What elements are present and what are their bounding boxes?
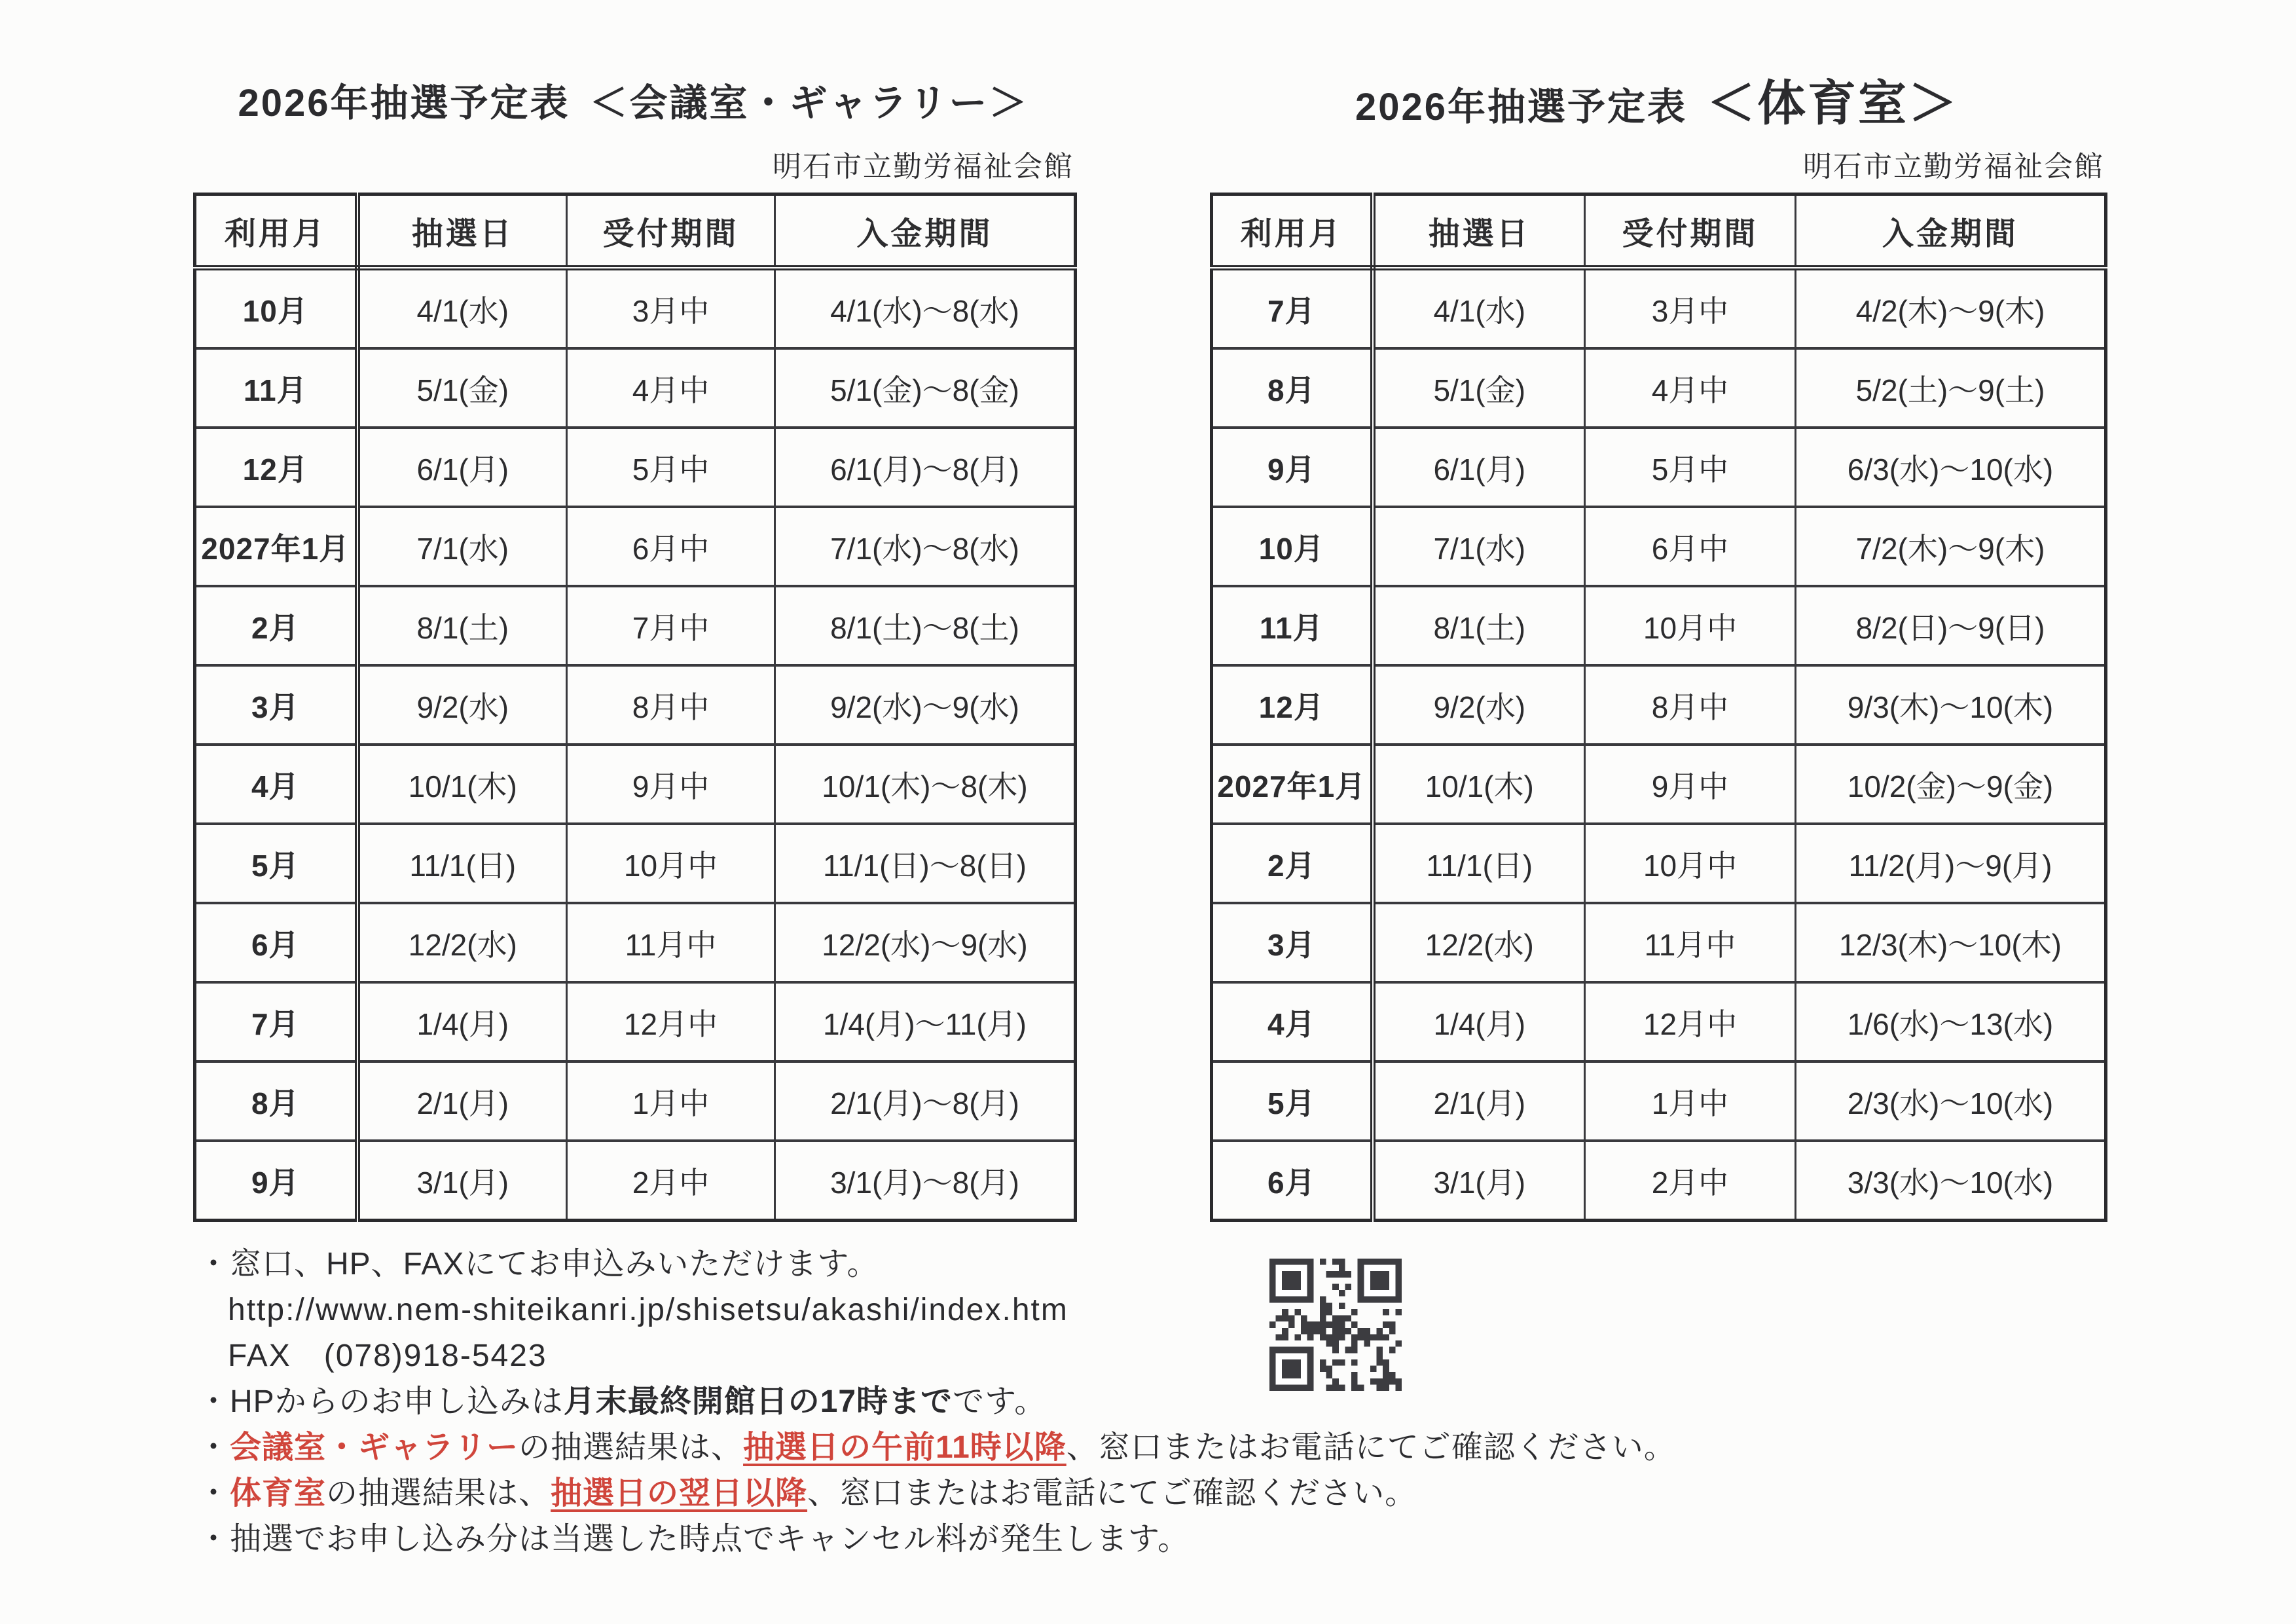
header-row	[195, 194, 1076, 268]
cell-reception-period: 6月中	[567, 507, 775, 586]
cell-lottery-date: 1/4(月)	[1373, 982, 1585, 1061]
cell-usage-month: 10月	[195, 268, 357, 348]
title-prefix: 2026年抽選予定表	[1355, 86, 1688, 128]
schedule-table-gym	[1210, 193, 2107, 1222]
table-row	[195, 745, 1076, 824]
cell-usage-month: 9月	[1212, 428, 1373, 507]
cell-payment-period: 11/1(日)～8(日)	[775, 824, 1076, 903]
table-row	[195, 903, 1076, 982]
cell-reception-period: 4月中	[1585, 348, 1796, 428]
table-row	[1212, 268, 2106, 348]
cell-payment-period: 2/3(水)～10(水)	[1796, 1061, 2106, 1141]
column-header-usage-month: 利用月	[1212, 194, 1373, 268]
cell-lottery-date: 2/1(月)	[1373, 1061, 1585, 1141]
cell-usage-month: 6月	[195, 903, 357, 982]
cell-lottery-date: 11/1(日)	[1373, 824, 1585, 903]
cell-lottery-date: 6/1(月)	[1373, 428, 1585, 507]
cell-usage-month: 8月	[1212, 348, 1373, 428]
table-row	[1212, 824, 2106, 903]
cell-payment-period: 11/2(月)～9(月)	[1796, 824, 2106, 903]
cell-usage-month: 12月	[1212, 665, 1373, 745]
title-room-name: ＜会議室・ギャラリー＞	[589, 82, 1029, 124]
note-meeting-result: ・会議室・ギャラリーの抽選結果は、抽選日の午前11時以降、窓口またはお電話にてご確認ください。	[198, 1430, 1676, 1465]
cell-reception-period: 9月中	[1585, 745, 1796, 824]
cell-payment-period: 9/2(水)～9(水)	[775, 665, 1076, 745]
cell-reception-period: 12月中	[567, 982, 775, 1061]
cell-usage-month: 8月	[195, 1061, 357, 1141]
cell-reception-period: 10月中	[1585, 824, 1796, 903]
cell-usage-month: 2027年1月	[195, 507, 357, 586]
table-row	[195, 824, 1076, 903]
column-header-lottery-date: 抽選日	[1373, 194, 1585, 268]
table-row	[1212, 507, 2106, 586]
cell-reception-period: 4月中	[567, 348, 775, 428]
cell-reception-period: 12月中	[1585, 982, 1796, 1061]
facility-name: 明石市立勤労福祉会館	[773, 151, 1074, 183]
cell-lottery-date: 12/2(水)	[1373, 903, 1585, 982]
cell-lottery-date: 12/2(水)	[357, 903, 567, 982]
cell-payment-period: 1/6(水)～13(水)	[1796, 982, 2106, 1061]
cell-usage-month: 7月	[1212, 268, 1373, 348]
table-row	[1212, 428, 2106, 507]
note-url: http://www.nem-shiteikanri.jp/shisetsu/akashi/index.htm	[228, 1293, 1068, 1327]
cell-lottery-date: 8/1(土)	[357, 586, 567, 665]
cell-reception-period: 10月中	[567, 824, 775, 903]
cell-payment-period: 9/3(木)～10(木)	[1796, 665, 2106, 745]
cell-reception-period: 1月中	[1585, 1061, 1796, 1141]
cell-reception-period: 8月中	[1585, 665, 1796, 745]
cell-lottery-date: 3/1(月)	[357, 1141, 567, 1221]
cell-usage-month: 12月	[195, 428, 357, 507]
cell-payment-period: 4/2(木)～9(木)	[1796, 268, 2106, 348]
table-row	[195, 268, 1076, 348]
cell-reception-period: 5月中	[567, 428, 775, 507]
cell-reception-period: 6月中	[1585, 507, 1796, 586]
cell-lottery-date: 11/1(日)	[357, 824, 567, 903]
note-hp-deadline: ・HPからのお申し込みは月末最終開館日の17時までです。	[198, 1384, 1047, 1419]
cell-lottery-date: 5/1(金)	[1373, 348, 1585, 428]
note-gym-result: ・体育室の抽選結果は、抽選日の翌日以降、窓口またはお電話にてご確認ください。	[198, 1476, 1417, 1511]
column-header-reception-period: 受付期間	[567, 194, 775, 268]
cell-reception-period: 8月中	[567, 665, 775, 745]
cell-usage-month: 2月	[195, 586, 357, 665]
note-cancel-fee: ・抽選でお申し込み分は当選した時点でキャンセル料が発生します。	[198, 1522, 1190, 1557]
cell-payment-period: 12/3(木)～10(木)	[1796, 903, 2106, 982]
column-header-lottery-date: 抽選日	[357, 194, 567, 268]
cell-lottery-date: 1/4(月)	[357, 982, 567, 1061]
cell-lottery-date: 2/1(月)	[357, 1061, 567, 1141]
cell-payment-period: 12/2(水)～9(水)	[775, 903, 1076, 982]
cell-lottery-date: 4/1(水)	[1373, 268, 1585, 348]
cell-reception-period: 1月中	[567, 1061, 775, 1141]
note-fax: FAX (078)918-5423	[228, 1338, 547, 1373]
cell-payment-period: 7/1(水)～8(水)	[775, 507, 1076, 586]
cell-usage-month: 3月	[1212, 903, 1373, 982]
column-header-usage-month: 利用月	[195, 194, 357, 268]
table-row	[1212, 745, 2106, 824]
cell-usage-month: 5月	[1212, 1061, 1373, 1141]
cell-usage-month: 7月	[195, 982, 357, 1061]
table-row	[1212, 665, 2106, 745]
cell-payment-period: 8/2(日)～9(日)	[1796, 586, 2106, 665]
table-row	[1212, 982, 2106, 1061]
meeting-room-schedule-section	[193, 73, 1074, 1222]
column-header-reception-period: 受付期間	[1585, 194, 1796, 268]
cell-usage-month: 2027年1月	[1212, 745, 1373, 824]
facility-name: 明石市立勤労福祉会館	[1803, 151, 2104, 183]
title-prefix: 2026年抽選予定表	[238, 82, 570, 124]
cell-payment-period: 5/1(金)～8(金)	[775, 348, 1076, 428]
cell-payment-period: 2/1(月)～8(月)	[775, 1061, 1076, 1141]
table-row	[195, 982, 1076, 1061]
cell-usage-month: 5月	[195, 824, 357, 903]
table-row	[195, 1061, 1076, 1141]
column-header-payment-period: 入金期間	[1796, 194, 2106, 268]
table-row	[195, 428, 1076, 507]
cell-payment-period: 3/1(月)～8(月)	[775, 1141, 1076, 1221]
table-title-gym	[1210, 73, 2104, 134]
cell-usage-month: 11月	[195, 348, 357, 428]
table-row	[195, 507, 1076, 586]
cell-payment-period: 7/2(木)～9(木)	[1796, 507, 2106, 586]
cell-payment-period: 10/2(金)～9(金)	[1796, 745, 2106, 824]
cell-reception-period: 11月中	[1585, 903, 1796, 982]
cell-lottery-date: 6/1(月)	[357, 428, 567, 507]
cell-reception-period: 5月中	[1585, 428, 1796, 507]
cell-reception-period: 3月中	[567, 268, 775, 348]
cell-reception-period: 9月中	[567, 745, 775, 824]
footer-notes	[198, 1242, 1676, 1562]
cell-payment-period: 5/2(土)～9(土)	[1796, 348, 2106, 428]
cell-lottery-date: 7/1(水)	[357, 507, 567, 586]
cell-reception-period: 11月中	[567, 903, 775, 982]
cell-reception-period: 3月中	[1585, 268, 1796, 348]
cell-payment-period: 1/4(月)～11(月)	[775, 982, 1076, 1061]
cell-lottery-date: 10/1(木)	[357, 745, 567, 824]
header-row	[1212, 194, 2106, 268]
cell-payment-period: 4/1(水)～8(水)	[775, 268, 1076, 348]
cell-lottery-date: 3/1(月)	[1373, 1141, 1585, 1221]
table-row	[195, 1141, 1076, 1221]
cell-payment-period: 10/1(木)～8(木)	[775, 745, 1076, 824]
cell-payment-period: 6/1(月)～8(月)	[775, 428, 1076, 507]
cell-lottery-date: 10/1(木)	[1373, 745, 1585, 824]
cell-lottery-date: 5/1(金)	[357, 348, 567, 428]
cell-payment-period: 8/1(土)～8(土)	[775, 586, 1076, 665]
qr-code-icon	[1268, 1259, 1403, 1391]
title-room-name: ＜体育室＞	[1707, 76, 1959, 130]
cell-usage-month: 6月	[1212, 1141, 1373, 1221]
cell-payment-period: 6/3(水)～10(水)	[1796, 428, 2106, 507]
cell-payment-period: 3/3(水)～10(水)	[1796, 1141, 2106, 1221]
cell-lottery-date: 4/1(水)	[357, 268, 567, 348]
cell-lottery-date: 9/2(水)	[1373, 665, 1585, 745]
cell-usage-month: 4月	[1212, 982, 1373, 1061]
cell-lottery-date: 7/1(水)	[1373, 507, 1585, 586]
table-title-meeting	[193, 73, 1074, 134]
cell-usage-month: 3月	[195, 665, 357, 745]
table-row	[1212, 1141, 2106, 1221]
cell-reception-period: 7月中	[567, 586, 775, 665]
table-row	[1212, 348, 2106, 428]
table-row	[195, 348, 1076, 428]
cell-reception-period: 2月中	[1585, 1141, 1796, 1221]
cell-reception-period: 2月中	[567, 1141, 775, 1221]
table-row	[1212, 903, 2106, 982]
column-header-payment-period: 入金期間	[775, 194, 1076, 268]
table-row	[1212, 1061, 2106, 1141]
table-row	[195, 665, 1076, 745]
cell-usage-month: 4月	[195, 745, 357, 824]
table-row	[195, 586, 1076, 665]
cell-usage-month: 9月	[195, 1141, 357, 1221]
cell-usage-month: 2月	[1212, 824, 1373, 903]
cell-usage-month: 10月	[1212, 507, 1373, 586]
cell-usage-month: 11月	[1212, 586, 1373, 665]
cell-reception-period: 10月中	[1585, 586, 1796, 665]
cell-lottery-date: 9/2(水)	[357, 665, 567, 745]
note-application-methods: ・窓口、HP、FAXにてお申込みいただけます。	[198, 1247, 879, 1282]
schedule-table-meeting	[193, 193, 1077, 1222]
table-row	[1212, 586, 2106, 665]
cell-lottery-date: 8/1(土)	[1373, 586, 1585, 665]
gym-schedule-section	[1210, 73, 2104, 1222]
